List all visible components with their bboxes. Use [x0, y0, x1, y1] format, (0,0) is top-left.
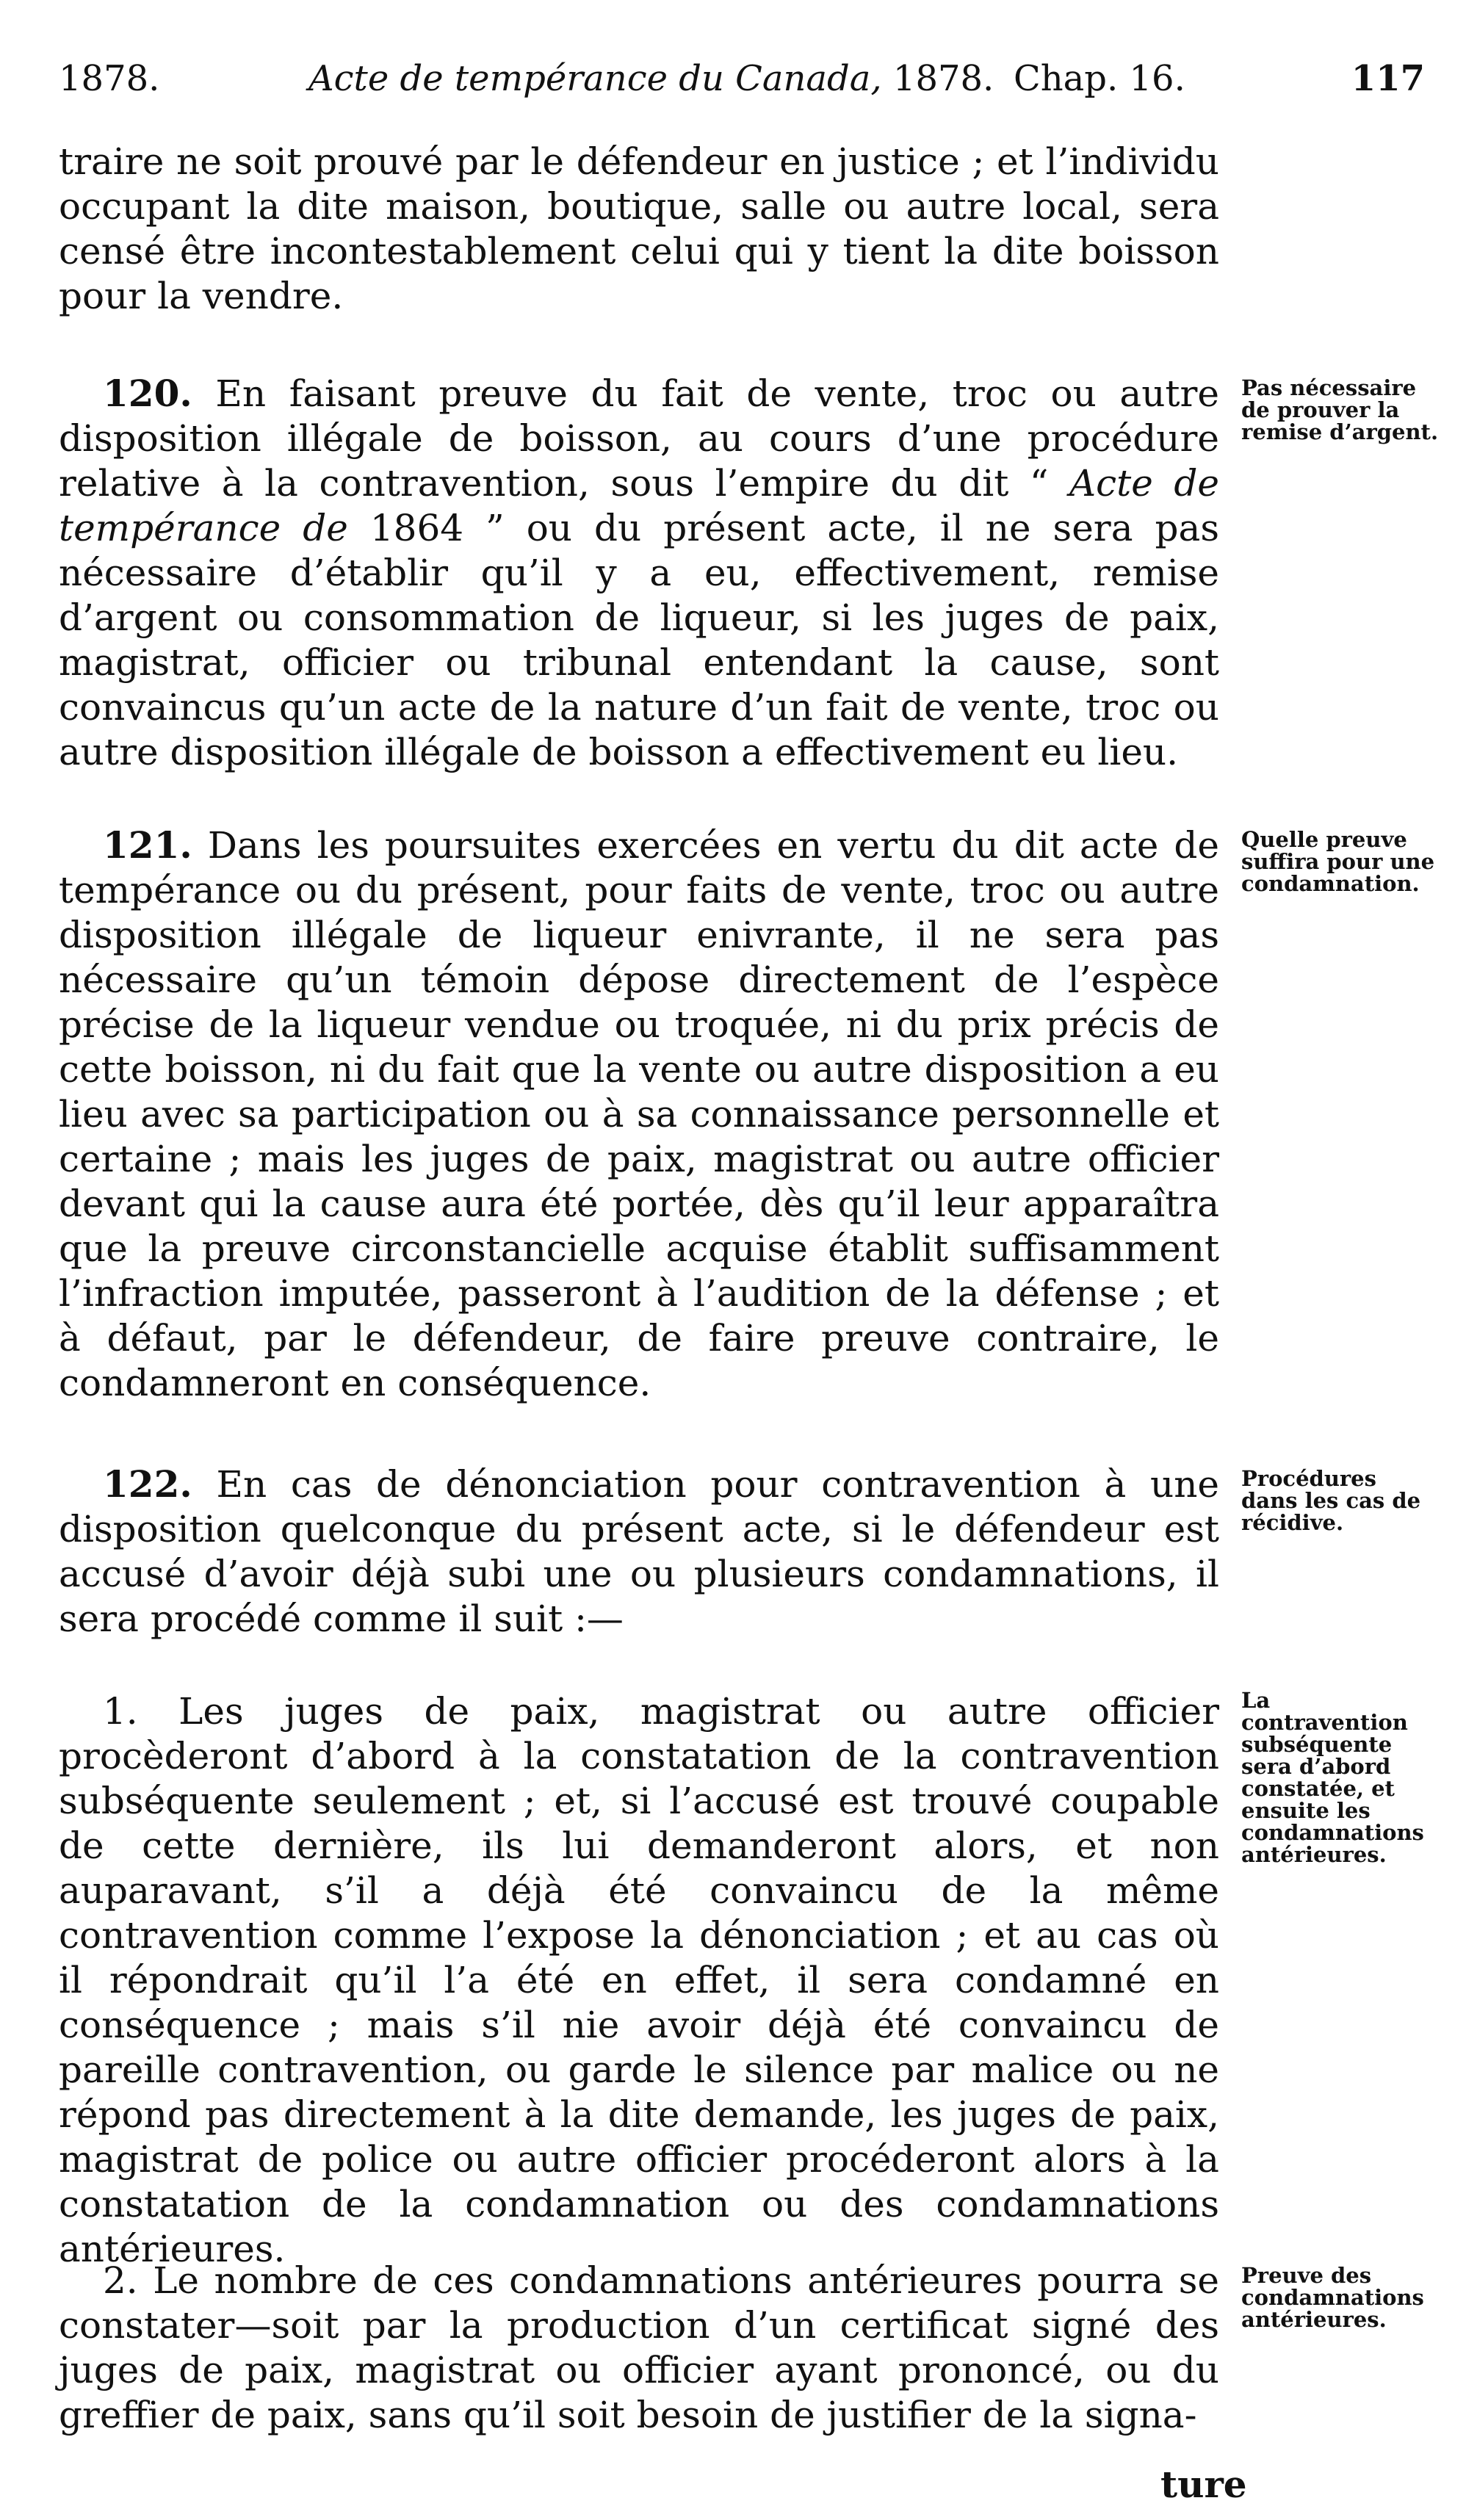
section-120-text-a: En faisant preuve du fait de vente, troc ou autre disposition illégale de boisson, au cours d’une procédure relative à la contravention, sous l’empire du dit “ [59, 372, 1219, 505]
header-title-year: 1878. [881, 58, 994, 99]
section-121-text: Dans les poursuites exercées en vertu du dit acte de tempérance ou du présent, pour faits de vente, troc ou autre disposition illégale de liqueur enivrante, il ne sera pas nécessaire qu’un témoin dépose directement de l’espèce précise de la liqueur vendue ou troquée, ni du prix précis de cette boisson, ni du fait que la vente ou autre disposition a eu lieu avec sa participation ou à sa connaissance personnelle et certaine ; mais les juges de paix, magistrat ou autre officier devant qui la cause aura été portée, dès qu’il leur apparaîtra que la preuve circonstancielle acquise établit suffisamment l’infraction imputée, passeront à l’audition de la défense ; et à défaut, par le défendeur, de faire preuve contraire, le condamneront en conséquence. [59, 824, 1219, 1404]
section-120 [59, 371, 1219, 775]
section-121 [59, 823, 1219, 1406]
subsection-122-1-paragraph [59, 1689, 1219, 2272]
catchword: ture [1160, 2463, 1247, 2506]
section-122 [59, 1462, 1219, 1642]
section-121-paragraph [59, 823, 1219, 1406]
header-chapter: Chap. 16. [1014, 58, 1185, 99]
subsection-122-2-paragraph [59, 2259, 1219, 2438]
margin-note-120: Pas nécessaire de prouver la remise d’argent. [1241, 375, 1439, 444]
section-120-paragraph [59, 371, 1219, 775]
header-title-text: Acte de tempérance du Canada, [308, 58, 882, 99]
subsection-122-2-text: Le nombre de ces condamnations antérieures pourra se constater—soit par la production d’un certificat signé des juges de paix, magistrat ou officier ayant prononcé, ou du greffier de paix, sans qu’il soit besoin de justifier de la signa- [59, 2259, 1219, 2436]
section-120-italic: Acte de tempérance de [59, 462, 1219, 549]
subsection-122-1-text: Les juges de paix, magistrat ou autre officier procèderont d’abord à la constatation de la contravention subséquente seulement ; et, si l’accusé est trouvé coupable de cette dernière, ils lui demanderont alors, et non auparavant, s’il a déjà été convaincu de la même contravention comme l’expose la dénonciation ; et au cas où il répondrait qu’il l’a été en effet, il sera condamné en conséquence ; mais s’il nie avoir déjà été convaincu de pareille contravention, ou garde le silence par malice ou ne répond pas directement à la dite demande, les juges de paix, magistrat de police ou autre officier procéderont alors à la constatation de la condamnation ou des condamnations antérieures. [59, 1690, 1219, 2270]
section-122-text: En cas de dénonciation pour contravention à une disposition quelconque du présent acte, si le défendeur est accusé d’avoir déjà subi une ou plusieurs condamnations, il sera procédé comme il suit :— [59, 1463, 1219, 1640]
section-122-paragraph [59, 1462, 1219, 1642]
section-120-number: 120. [103, 372, 192, 415]
page-number: 117 [1351, 58, 1425, 99]
subsection-122-2-number: 2. [103, 2259, 138, 2302]
running-header [59, 53, 1425, 104]
header-title [308, 53, 994, 104]
continuation-text: traire ne soit prouvé par le défendeur en justice ; et l’individu occupant la dite maison, boutique, salle ou autre local, sera censé être incontestablement celui qui y tient la dite boisson pour la vendre. [59, 140, 1219, 317]
subsection-122-2 [59, 2259, 1219, 2438]
section-121-number: 121. [103, 823, 192, 867]
margin-note-122-1: La contravention subséquente sera d’abord constatée, et ensuite les condamnations antérieures. [1241, 1688, 1424, 1867]
subsection-122-1 [59, 1689, 1219, 2272]
section-122-number: 122. [103, 1462, 192, 1506]
margin-note-122: Procédures dans les cas de récidive. [1241, 1466, 1421, 1535]
section-120-text-b: 1864 ” ou du présent acte, il ne sera pas nécessaire d’établir qu’il y a eu, effectivement, remise d’argent ou consommation de liqueur, si les juges de paix, magistrat, officier ou tribunal entendant la cause, sont convaincus qu’un acte de la nature d’un fait de vente, troc ou autre disposition illégale de boisson a effectivement eu lieu. [59, 507, 1220, 773]
header-year: 1878. [59, 58, 160, 99]
subsection-122-1-number: 1. [103, 1690, 138, 1733]
margin-note-121: Quelle preuve suffira pour une condamnation. [1241, 827, 1435, 896]
margin-note-122-2: Preuve des condamnations antérieures. [1241, 2263, 1424, 2332]
continuation-paragraph [59, 140, 1219, 319]
